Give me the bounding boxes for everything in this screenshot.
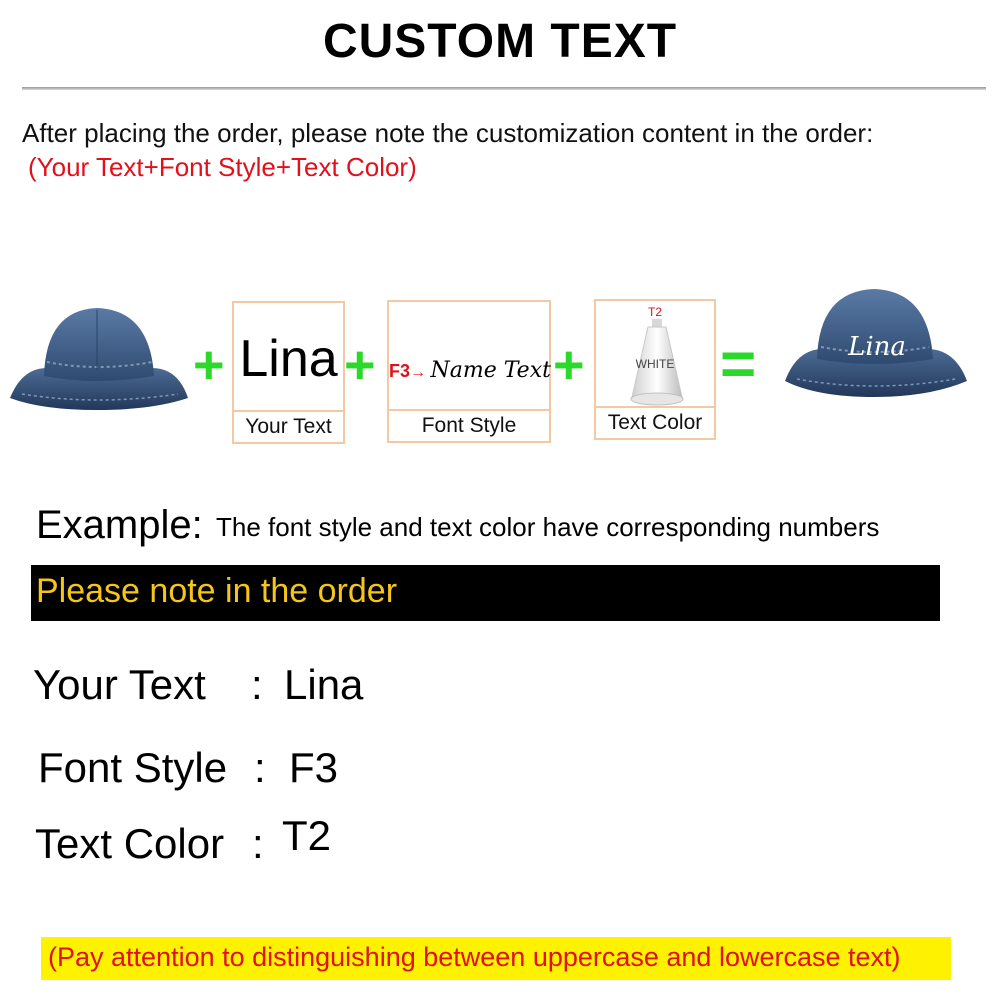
example-line-your-text-value: Lina: [284, 661, 364, 708]
example-line-your-text-sep: :: [251, 661, 263, 708]
font-style-sample-row: [389, 358, 549, 383]
hat-embroidery-text: Lina: [848, 332, 906, 362]
spool-label: WHITE: [635, 357, 675, 371]
text-color-caption: Text Color: [596, 406, 714, 438]
arrow-icon: →: [410, 364, 427, 381]
example-line-your-text-label: Your Text: [33, 661, 206, 708]
font-style-code: F3: [389, 361, 411, 381]
custom-bucket-hat-image: [779, 283, 969, 403]
font-style-sample: Name Text: [430, 358, 551, 383]
warning-text: (Pay attention to distinguishing between uppercase and lowercase text): [48, 942, 901, 972]
text-color-code: T2: [647, 305, 662, 319]
your-text-sample: Lina: [239, 330, 338, 388]
plain-bucket-hat-image: [2, 298, 192, 418]
example-line-text-color-label: Text Color: [35, 820, 225, 867]
text-color-box: [594, 299, 716, 440]
example-line-font-style-value: F3: [289, 744, 339, 791]
example-line-text-color-sep: :: [252, 820, 264, 867]
your-text-caption: Your Text: [234, 410, 343, 442]
example-line-text-color-value: T2: [282, 812, 332, 859]
intro-text: After placing the order, please note the customization content in the order:: [22, 118, 874, 148]
formula-text: (Your Text+Font Style+Text Color): [28, 152, 417, 182]
example-label: Example:: [36, 503, 203, 547]
your-text-box: [232, 301, 345, 444]
font-style-box: [387, 300, 551, 443]
plus-sign-3: +: [553, 335, 585, 395]
example-line-font-style-sep: :: [254, 744, 266, 791]
title-divider: [22, 87, 986, 90]
note-banner-text: Please note in the order: [36, 572, 398, 610]
equals-sign: =: [720, 330, 757, 399]
plus-sign-2: +: [344, 335, 376, 395]
font-style-caption: Font Style: [389, 409, 549, 441]
plus-sign-1: +: [193, 335, 225, 395]
page-title: CUSTOM TEXT: [322, 15, 678, 68]
example-description: The font style and text color have corresponding numbers: [216, 512, 880, 542]
example-line-font-style-label: Font Style: [38, 744, 228, 791]
